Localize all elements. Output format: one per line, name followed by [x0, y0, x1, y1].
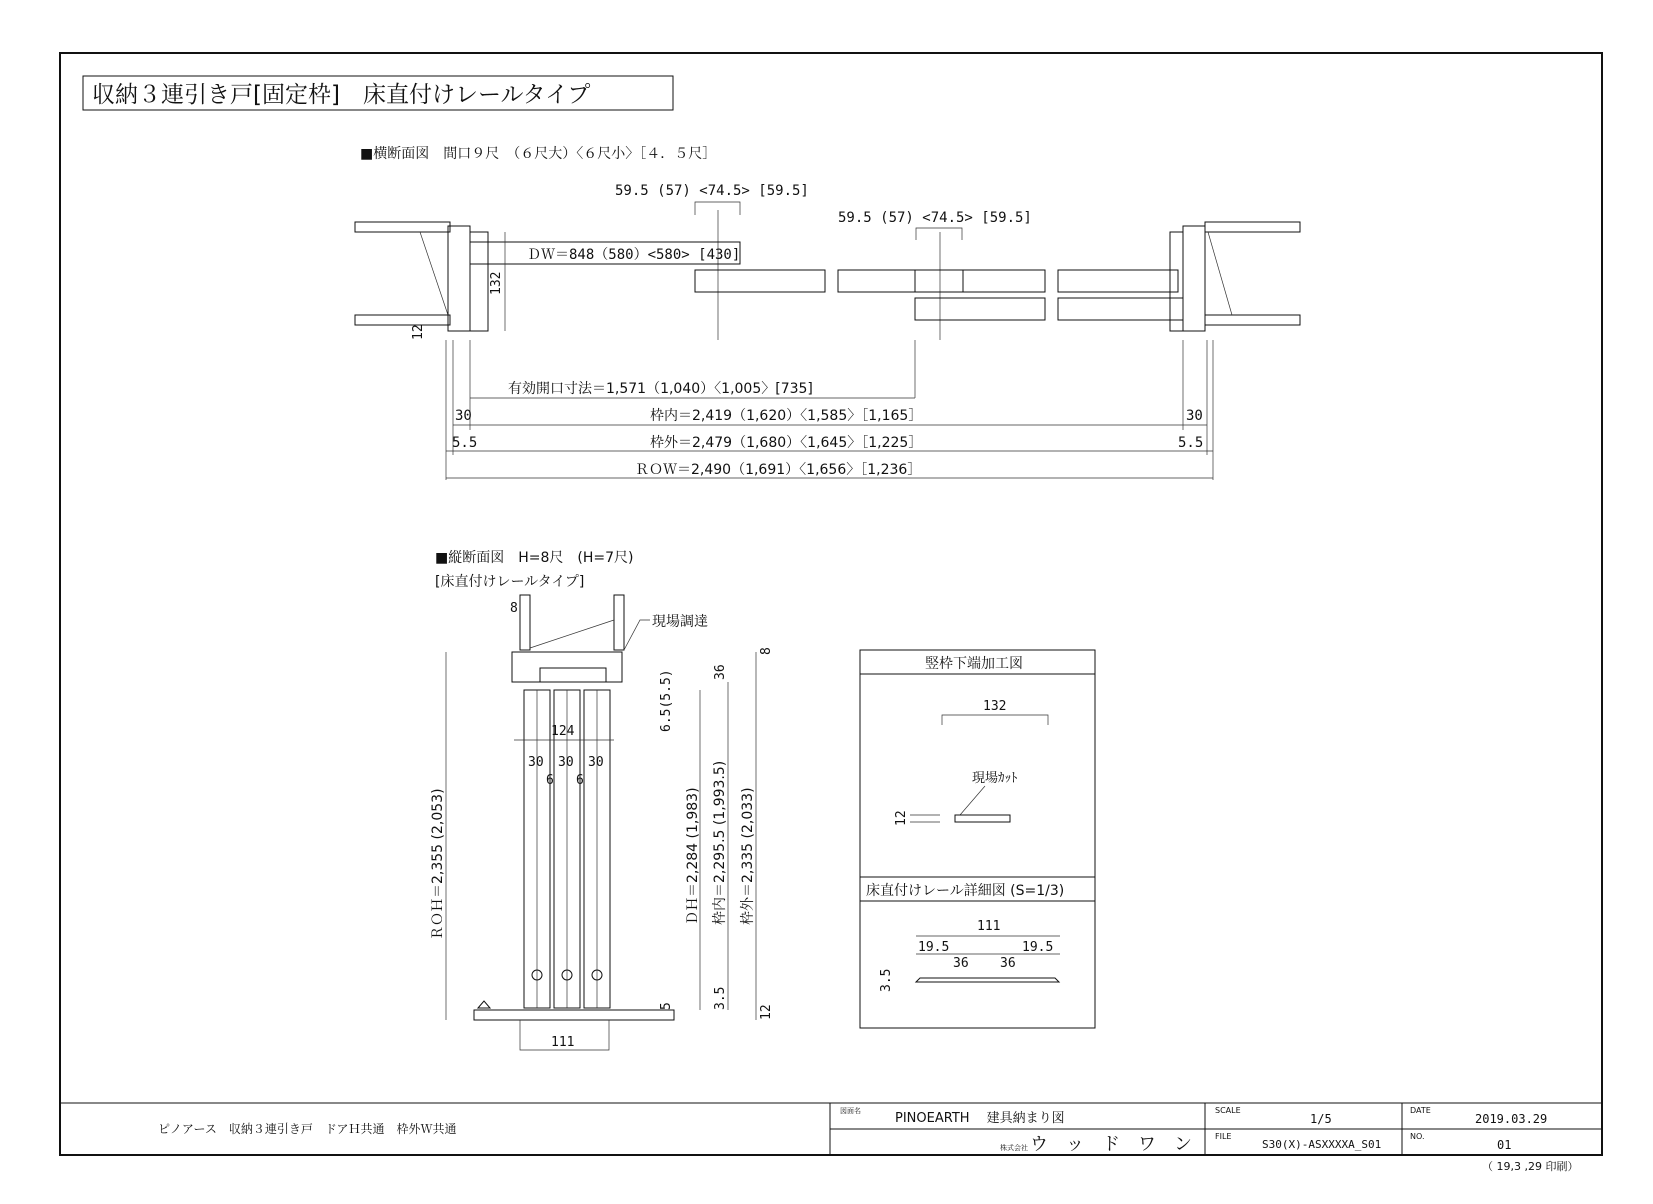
dim-36: 36 — [713, 664, 728, 680]
door-panel-2c — [915, 270, 1045, 292]
detail1-label: 現場ｶｯﾄ — [972, 771, 1018, 786]
dim-35: 3.5 — [713, 986, 728, 1010]
upper-wall-right — [614, 595, 624, 650]
door-panel-3b — [1058, 298, 1183, 320]
dim-30c: 30 — [588, 755, 604, 770]
row-dim: ＲＯＷ＝2,490（1,691）〈1,656〉［1,236］ — [635, 462, 922, 478]
title-block — [60, 1103, 1602, 1155]
detail1-leader — [960, 786, 985, 815]
tb-company: ウ ッ ド ワ ン — [1030, 1134, 1192, 1155]
inner-right-30: 30 — [1186, 408, 1203, 424]
door-panel-2d — [1058, 270, 1178, 292]
dim-30b: 30 — [558, 755, 574, 770]
tb-file: S30(X)-ASXXXXA_S01 — [1262, 1138, 1382, 1151]
left-jamb-face — [470, 232, 488, 331]
right-wall-diagonal — [1208, 232, 1232, 315]
door-panel-2b — [838, 270, 963, 292]
right-wall-bottom — [1205, 315, 1300, 325]
left-wall-top — [355, 222, 450, 232]
tb-company-prefix: 株式会社 — [1000, 1144, 1028, 1152]
head-rail — [540, 668, 606, 682]
floor-mark-icon — [478, 1001, 490, 1008]
left-wall-bottom — [355, 315, 450, 325]
section-subheading: [床直付けレールタイプ] — [435, 574, 585, 590]
tb-date-label: DATE — [1410, 1106, 1431, 1115]
plan-section — [355, 145, 1300, 480]
tb-drawing-name: PINOEARTH 建具納まり図 — [895, 1111, 1065, 1126]
dim-5: 5 — [659, 1002, 674, 1010]
detail1-132-bracket — [942, 715, 1048, 725]
detail1-132: 132 — [983, 699, 1007, 714]
detail2-35: 3.5 — [879, 968, 894, 992]
opening-dim: 有効開口寸法＝1,571（1,040）〈1,005〉[735] — [508, 381, 813, 397]
floor-rail — [474, 1010, 674, 1020]
tb-scale: 1/5 — [1310, 1112, 1332, 1126]
outer-dim: 枠外＝2,479（1,680）〈1,645〉［1,225］ — [650, 435, 923, 451]
gap-12-label: 12 — [411, 324, 426, 340]
plan-heading: ■横断面図 間口９尺 （６尺大）〈６尺小〉［４．５尺］ — [360, 146, 717, 162]
detail2-111: 111 — [977, 919, 1001, 934]
dim-12: 12 — [759, 1004, 774, 1020]
door-panel-2a — [695, 270, 825, 292]
upper-wall-left — [520, 595, 530, 650]
detail-box — [860, 650, 1095, 1028]
roh-dim: ＲＯＨ＝2,355 (2,053) — [430, 788, 446, 940]
vertical-section — [430, 550, 774, 1050]
tb-date: 2019.03.29 — [1475, 1112, 1548, 1126]
dim-8-right: 8 — [759, 647, 774, 655]
detail2-36b: 36 — [1000, 956, 1016, 971]
right-jamb-face — [1170, 232, 1183, 331]
tb-no: 01 — [1497, 1138, 1512, 1152]
right-jamb — [1183, 226, 1205, 331]
detail2-195b: 19.5 — [1022, 940, 1054, 955]
outer-left-55: 5.5 — [452, 435, 478, 451]
detail-frame — [860, 650, 1095, 1028]
door-panel-3a — [915, 298, 1045, 320]
site-note-leader — [624, 620, 650, 650]
sheet-title: 収納３連引き戸[固定枠] 床直付けレールタイプ — [92, 82, 591, 108]
tb-drawing-label: 図面名 — [840, 1107, 861, 1115]
detail1-cut-profile — [955, 815, 1010, 822]
tb-description: ピノアース 収納３連引き戸 ドアＨ共通 枠外Ｗ共通 — [158, 1122, 457, 1136]
right-wall-top — [1205, 222, 1300, 232]
overlap-right-bracket — [916, 228, 962, 240]
overlap-right-dim: 59.5 (57) <74.5> [59.5] — [838, 210, 1032, 226]
left-wall-diagonal — [420, 232, 448, 315]
tb-file-label: FILE — [1215, 1132, 1232, 1141]
inner-left-30: 30 — [455, 408, 472, 424]
detail1-12: 12 — [894, 810, 909, 826]
dim-124: 124 — [551, 724, 575, 739]
left-jamb — [448, 226, 470, 331]
detail2-title: 床直付けレール詳細図 (S=1/3) — [866, 883, 1065, 899]
inner-h-dim: 枠内＝2,295.5 (1,993.5) — [712, 760, 728, 925]
overlap-left-bracket — [695, 202, 740, 215]
dim-6b: 6 — [576, 773, 584, 788]
section-heading: ■縦断面図 H=8尺 (H=7尺) — [435, 550, 634, 566]
detail2-rail-profile — [916, 978, 1059, 982]
inner-dim: 枠内＝2,419（1,620）〈1,585〉［1,165］ — [650, 408, 923, 424]
overlap-left-dim: 59.5 (57) <74.5> [59.5] — [615, 183, 809, 199]
dim-111: 111 — [551, 1035, 575, 1050]
upper-diagonal — [530, 620, 614, 648]
tb-scale-label: SCALE — [1215, 1106, 1241, 1115]
outer-h-dim: 枠外＝2,335 (2,033) — [740, 787, 756, 925]
dim-6a: 6 — [546, 773, 554, 788]
dim-8-top: 8 — [510, 601, 518, 616]
detail2-36a: 36 — [953, 956, 969, 971]
dim-65: 6.5(5.5) — [659, 669, 674, 732]
outer-right-55: 5.5 — [1178, 435, 1204, 451]
depth-132-label: 132 — [489, 271, 504, 295]
tb-no-label: NO. — [1410, 1132, 1425, 1141]
dim-30a: 30 — [528, 755, 544, 770]
detail1-title: 竪枠下端加工図 — [925, 656, 1023, 672]
sheet-border — [60, 53, 1602, 1155]
dw-dim: ＤＷ＝848（580）<580> [430] — [527, 247, 741, 263]
site-note: 現場調達 — [652, 614, 708, 630]
dh-dim: ＤＨ＝2,284 (1,983) — [685, 787, 701, 925]
detail2-195a: 19.5 — [918, 940, 950, 955]
print-stamp: （ 19,3 ,29 印刷） — [1482, 1160, 1579, 1173]
